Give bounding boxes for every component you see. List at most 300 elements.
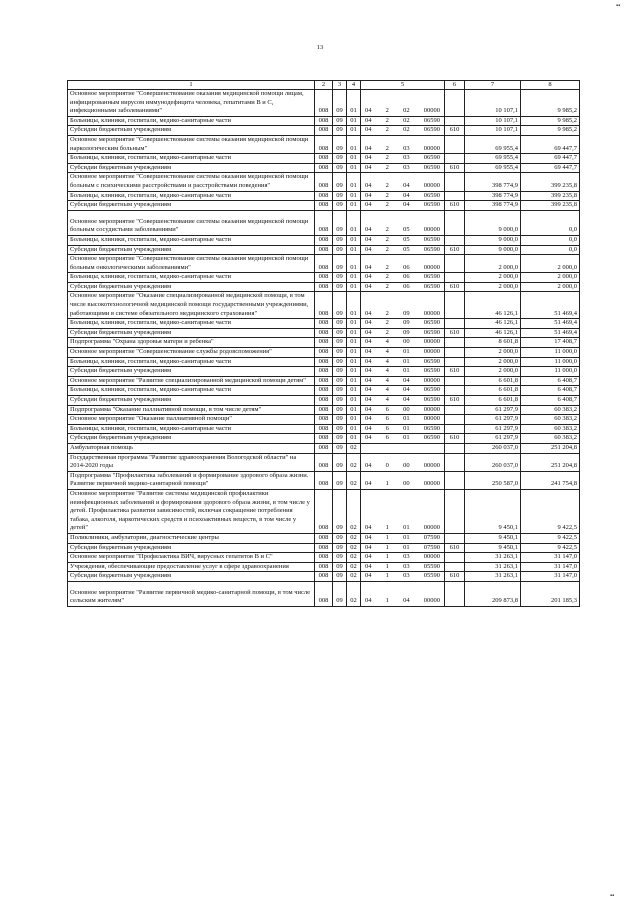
subsection-code-cell: 02 bbox=[347, 543, 361, 553]
ministry-code-cell: 008 bbox=[315, 235, 333, 245]
amount-col8-cell: 251 204,8 bbox=[521, 453, 580, 471]
activity-code: 06 bbox=[403, 263, 410, 271]
subsection-code-cell: 02 bbox=[347, 453, 361, 471]
subprogram-code: 1 bbox=[385, 597, 389, 605]
expense-name-cell: Основное мероприятие "Совершенствование системы оказания медицинской помощи больным с психическими расстройствами и расстройствами поведения" bbox=[68, 173, 315, 191]
amount-col7-cell: 31 263,1 bbox=[465, 572, 521, 582]
direction-code: 00000 bbox=[423, 309, 440, 317]
section-code-cell: 09 bbox=[333, 367, 347, 377]
table-row bbox=[68, 154, 580, 164]
subsection-code-cell: 01 bbox=[347, 255, 361, 273]
subsection-code-cell: 01 bbox=[347, 292, 361, 319]
section-code-cell: 09 bbox=[333, 562, 347, 572]
subsection-code-cell: 02 bbox=[347, 471, 361, 489]
program-code: 04 bbox=[365, 524, 372, 532]
expense-type-cell bbox=[445, 273, 465, 283]
table-row bbox=[68, 396, 580, 406]
program-code: 04 bbox=[365, 181, 372, 189]
section-code-cell: 09 bbox=[333, 173, 347, 191]
subprogram-code: 2 bbox=[385, 245, 389, 253]
section-code-cell: 09 bbox=[333, 553, 347, 563]
amount-col8-cell: 51 469,4 bbox=[521, 292, 580, 319]
header-cell: 3 bbox=[333, 81, 347, 90]
expense-type-cell bbox=[445, 319, 465, 329]
subsection-code-cell: 01 bbox=[347, 90, 361, 117]
direction-code: 06590 bbox=[423, 154, 440, 162]
amount-col8-cell: 31 147,0 bbox=[521, 553, 580, 563]
activity-code: 06 bbox=[403, 273, 410, 281]
expense-type-cell bbox=[445, 471, 465, 489]
activity-code: 06 bbox=[403, 282, 410, 290]
activity-code: 09 bbox=[403, 328, 410, 336]
target-article-cell bbox=[361, 173, 445, 191]
expense-type-cell: 610 bbox=[445, 201, 465, 211]
activity-code: 01 bbox=[403, 424, 410, 432]
expense-name-cell: Подпрограмма "Профилактика заболеваний и формирование здорового образа жизни. Развитие первичной медико-санитарной помощи" bbox=[68, 471, 315, 489]
program-code: 04 bbox=[365, 480, 372, 488]
ministry-code-cell: 008 bbox=[315, 443, 333, 453]
activity-code: 09 bbox=[403, 309, 410, 317]
expense-type-cell bbox=[445, 116, 465, 126]
target-article-cell bbox=[361, 235, 445, 245]
direction-code: 06590 bbox=[423, 282, 440, 290]
amount-col8-cell: 399 235,8 bbox=[521, 173, 580, 191]
amount-col8-cell: 2 000,0 bbox=[521, 282, 580, 292]
table-row bbox=[68, 163, 580, 173]
header-cell: 4 bbox=[347, 81, 361, 90]
target-article-cell bbox=[361, 154, 445, 164]
target-article-cell bbox=[361, 90, 445, 117]
program-code: 04 bbox=[365, 543, 372, 551]
expense-name-cell: Амбулаторная помощь bbox=[68, 443, 315, 453]
ministry-code-cell: 008 bbox=[315, 424, 333, 434]
expense-name-cell: Субсидии бюджетным учреждениям bbox=[68, 126, 315, 136]
expense-type-cell: 610 bbox=[445, 328, 465, 338]
direction-code: 00000 bbox=[423, 263, 440, 271]
direction-code: 06590 bbox=[423, 126, 440, 134]
program-code: 04 bbox=[365, 309, 372, 317]
direction-code: 00000 bbox=[423, 338, 440, 346]
expense-type-cell bbox=[445, 386, 465, 396]
section-code-cell: 09 bbox=[333, 235, 347, 245]
ministry-code-cell: 008 bbox=[315, 562, 333, 572]
ministry-code-cell: 008 bbox=[315, 191, 333, 201]
target-article-cell bbox=[361, 328, 445, 338]
subprogram-code: 2 bbox=[385, 282, 389, 290]
header-cell: 7 bbox=[465, 81, 521, 90]
amount-col7-cell: 69 955,4 bbox=[465, 154, 521, 164]
target-article-cell bbox=[361, 443, 445, 453]
amount-col8-cell: 241 754,8 bbox=[521, 471, 580, 489]
expense-type-cell: 610 bbox=[445, 126, 465, 136]
amount-col8-cell: 9 985,2 bbox=[521, 116, 580, 126]
table-row bbox=[68, 126, 580, 136]
table-row bbox=[68, 255, 580, 273]
ministry-code-cell: 008 bbox=[315, 572, 333, 582]
amount-col7-cell: 46 126,1 bbox=[465, 319, 521, 329]
section-code-cell: 09 bbox=[333, 489, 347, 533]
amount-col8-cell: 69 447,7 bbox=[521, 135, 580, 153]
ministry-code-cell: 008 bbox=[315, 201, 333, 211]
direction-code: 06590 bbox=[423, 434, 440, 442]
table-row bbox=[68, 415, 580, 425]
subprogram-code: 2 bbox=[385, 319, 389, 327]
subprogram-code: 2 bbox=[385, 235, 389, 243]
activity-code: 02 bbox=[403, 126, 410, 134]
subsection-code-cell: 01 bbox=[347, 163, 361, 173]
program-code: 04 bbox=[365, 462, 372, 470]
target-article-cell bbox=[361, 348, 445, 358]
table-row bbox=[68, 90, 580, 117]
target-article-cell bbox=[361, 191, 445, 201]
subsection-code-cell: 02 bbox=[347, 581, 361, 606]
expense-type-cell bbox=[445, 581, 465, 606]
ministry-code-cell: 008 bbox=[315, 357, 333, 367]
activity-code: 03 bbox=[403, 572, 410, 580]
ministry-code-cell: 008 bbox=[315, 489, 333, 533]
amount-col8-cell: 11 000,0 bbox=[521, 348, 580, 358]
page-number: 13 bbox=[316, 44, 324, 51]
section-code-cell: 09 bbox=[333, 201, 347, 211]
ministry-code-cell: 008 bbox=[315, 173, 333, 191]
expense-name-cell: Субсидии бюджетным учреждениям bbox=[68, 282, 315, 292]
subsection-code-cell: 01 bbox=[347, 434, 361, 444]
direction-code: 00000 bbox=[423, 226, 440, 234]
subprogram-code: 2 bbox=[385, 107, 389, 115]
table-row bbox=[68, 533, 580, 543]
target-article-cell bbox=[361, 553, 445, 563]
subprogram-code: 1 bbox=[385, 553, 389, 561]
target-article-cell bbox=[361, 163, 445, 173]
amount-col7-cell: 6 601,8 bbox=[465, 386, 521, 396]
subprogram-code: 2 bbox=[385, 163, 389, 171]
program-code: 04 bbox=[365, 319, 372, 327]
target-article-cell bbox=[361, 424, 445, 434]
ministry-code-cell: 008 bbox=[315, 471, 333, 489]
target-article-cell bbox=[361, 210, 445, 235]
ministry-code-cell: 008 bbox=[315, 116, 333, 126]
amount-col8-cell: 60 383,2 bbox=[521, 405, 580, 415]
expense-name-cell: Основное мероприятие "Совершенствование системы оказания медицинской помощи больным онкологическими заболеваниями" bbox=[68, 255, 315, 273]
table-row bbox=[68, 210, 580, 235]
ministry-code-cell: 008 bbox=[315, 367, 333, 377]
subprogram-code: 4 bbox=[385, 348, 389, 356]
expense-name-cell: Основное мероприятие "Развитие первичной медико-санитарной помощи, в том числе сельским жителям" bbox=[68, 581, 315, 606]
activity-code: 01 bbox=[403, 524, 410, 532]
amount-col7-cell: 31 263,1 bbox=[465, 562, 521, 572]
table-row bbox=[68, 135, 580, 153]
subsection-code-cell: 01 bbox=[347, 357, 361, 367]
subsection-code-cell: 01 bbox=[347, 328, 361, 338]
amount-col8-cell: 60 383,2 bbox=[521, 424, 580, 434]
table-row bbox=[68, 357, 580, 367]
section-code-cell: 09 bbox=[333, 210, 347, 235]
subsection-code-cell: 01 bbox=[347, 338, 361, 348]
ministry-code-cell: 008 bbox=[315, 533, 333, 543]
program-code: 04 bbox=[365, 434, 372, 442]
amount-col7-cell: 61 297,9 bbox=[465, 415, 521, 425]
program-code: 04 bbox=[365, 144, 372, 152]
table-row bbox=[68, 338, 580, 348]
table-row bbox=[68, 282, 580, 292]
subsection-code-cell: 01 bbox=[347, 396, 361, 406]
target-article-cell bbox=[361, 572, 445, 582]
ministry-code-cell: 008 bbox=[315, 338, 333, 348]
activity-code: 04 bbox=[403, 201, 410, 209]
table-body bbox=[68, 90, 580, 607]
subsection-code-cell: 01 bbox=[347, 386, 361, 396]
program-code: 04 bbox=[365, 107, 372, 115]
direction-code: 00000 bbox=[423, 597, 440, 605]
ministry-code-cell: 008 bbox=[315, 154, 333, 164]
header-cell: 5 bbox=[361, 81, 445, 90]
header-cell: 2 bbox=[315, 81, 333, 90]
expense-type-cell: 610 bbox=[445, 367, 465, 377]
subprogram-code: 1 bbox=[385, 543, 389, 551]
amount-col8-cell: 69 447,7 bbox=[521, 154, 580, 164]
ministry-code-cell: 008 bbox=[315, 434, 333, 444]
expense-name-cell: Больницы, клиники, госпитали, медико-санитарные части bbox=[68, 191, 315, 201]
ministry-code-cell: 008 bbox=[315, 245, 333, 255]
subsection-code-cell: 02 bbox=[347, 572, 361, 582]
corner-mark-bottom: ▪▪ bbox=[610, 893, 615, 899]
subsection-code-cell: 01 bbox=[347, 319, 361, 329]
amount-col7-cell: 61 297,9 bbox=[465, 434, 521, 444]
subprogram-code: 2 bbox=[385, 116, 389, 124]
amount-col7-cell: 8 601,8 bbox=[465, 338, 521, 348]
expense-name-cell: Основное мероприятие "Совершенствование системы оказания медицинской помощи больным сосудистыми заболеваниями" bbox=[68, 210, 315, 235]
amount-col8-cell: 51 469,4 bbox=[521, 328, 580, 338]
amount-col7-cell: 61 297,9 bbox=[465, 424, 521, 434]
section-code-cell: 09 bbox=[333, 424, 347, 434]
expense-name-cell: Основное мероприятие "Совершенствование оказания медицинской помощи лицам, инфицированным вирусом иммунодефицита человека, гепатитами В и С, инфекционными заболеваниями" bbox=[68, 90, 315, 117]
expense-name-cell: Субсидии бюджетным учреждениям bbox=[68, 163, 315, 173]
subprogram-code: 0 bbox=[385, 462, 389, 470]
subsection-code-cell: 01 bbox=[347, 210, 361, 235]
section-code-cell: 09 bbox=[333, 90, 347, 117]
amount-col8-cell: 9 422,5 bbox=[521, 489, 580, 533]
program-code: 04 bbox=[365, 597, 372, 605]
subsection-code-cell: 01 bbox=[347, 135, 361, 153]
expense-name-cell: Подпрограмма "Охрана здоровья матери и ребенка" bbox=[68, 338, 315, 348]
subprogram-code: 6 bbox=[385, 424, 389, 432]
target-article-cell bbox=[361, 319, 445, 329]
direction-code: 06590 bbox=[423, 245, 440, 253]
amount-col7-cell: 46 126,1 bbox=[465, 328, 521, 338]
subprogram-code: 1 bbox=[385, 533, 389, 541]
activity-code: 01 bbox=[403, 357, 410, 365]
subprogram-code: 2 bbox=[385, 309, 389, 317]
section-code-cell: 09 bbox=[333, 348, 347, 358]
activity-code: 02 bbox=[403, 107, 410, 115]
section-code-cell: 09 bbox=[333, 443, 347, 453]
expense-type-cell bbox=[445, 415, 465, 425]
expense-type-cell: 610 bbox=[445, 396, 465, 406]
program-code: 04 bbox=[365, 533, 372, 541]
expense-name-cell: Субсидии бюджетным учреждениям bbox=[68, 543, 315, 553]
section-code-cell: 09 bbox=[333, 533, 347, 543]
subprogram-code: 2 bbox=[385, 226, 389, 234]
expense-type-cell bbox=[445, 562, 465, 572]
expense-type-cell bbox=[445, 191, 465, 201]
program-code: 04 bbox=[365, 562, 372, 570]
expense-type-cell bbox=[445, 357, 465, 367]
section-code-cell: 09 bbox=[333, 126, 347, 136]
expense-name-cell: Основное мероприятие "Совершенствование службы родовспоможения" bbox=[68, 348, 315, 358]
section-code-cell: 09 bbox=[333, 396, 347, 406]
table-row bbox=[68, 191, 580, 201]
table-row bbox=[68, 376, 580, 386]
program-code: 04 bbox=[365, 245, 372, 253]
direction-code: 06590 bbox=[423, 386, 440, 394]
amount-col7-cell: 2 000,0 bbox=[465, 282, 521, 292]
section-code-cell: 09 bbox=[333, 135, 347, 153]
activity-code: 04 bbox=[403, 376, 410, 384]
section-code-cell: 09 bbox=[333, 376, 347, 386]
subsection-code-cell: 01 bbox=[347, 116, 361, 126]
target-article-cell bbox=[361, 386, 445, 396]
target-article-cell bbox=[361, 562, 445, 572]
expense-type-cell bbox=[445, 338, 465, 348]
expense-type-cell bbox=[445, 255, 465, 273]
amount-col7-cell: 69 955,4 bbox=[465, 135, 521, 153]
activity-code: 05 bbox=[403, 235, 410, 243]
section-code-cell: 09 bbox=[333, 163, 347, 173]
amount-col7-cell: 46 126,1 bbox=[465, 292, 521, 319]
subsection-code-cell: 01 bbox=[347, 405, 361, 415]
program-code: 04 bbox=[365, 357, 372, 365]
ministry-code-cell: 008 bbox=[315, 348, 333, 358]
direction-code: 05590 bbox=[423, 572, 440, 580]
amount-col8-cell: 31 147,0 bbox=[521, 562, 580, 572]
header-cell: 1 bbox=[68, 81, 315, 90]
activity-code: 01 bbox=[403, 367, 410, 375]
subsection-code-cell: 01 bbox=[347, 245, 361, 255]
expense-type-cell bbox=[445, 292, 465, 319]
table-row bbox=[68, 292, 580, 319]
section-code-cell: 09 bbox=[333, 319, 347, 329]
table-row bbox=[68, 572, 580, 582]
amount-col8-cell: 0,0 bbox=[521, 245, 580, 255]
expense-type-cell bbox=[445, 533, 465, 543]
amount-col7-cell: 260 037,0 bbox=[465, 443, 521, 453]
section-code-cell: 09 bbox=[333, 116, 347, 126]
ministry-code-cell: 008 bbox=[315, 292, 333, 319]
program-code: 04 bbox=[365, 263, 372, 271]
section-code-cell: 09 bbox=[333, 154, 347, 164]
activity-code: 00 bbox=[403, 480, 410, 488]
target-article-cell bbox=[361, 273, 445, 283]
amount-col7-cell: 9 000,0 bbox=[465, 245, 521, 255]
table-row bbox=[68, 116, 580, 126]
ministry-code-cell: 008 bbox=[315, 543, 333, 553]
expense-type-cell: 610 bbox=[445, 245, 465, 255]
amount-col7-cell: 69 955,4 bbox=[465, 163, 521, 173]
program-code: 04 bbox=[365, 282, 372, 290]
direction-code: 06590 bbox=[423, 319, 440, 327]
direction-code: 06590 bbox=[423, 367, 440, 375]
direction-code: 06590 bbox=[423, 116, 440, 124]
expense-name-cell: Государственная программа "Развитие здравоохранения Вологодской области" на 2014-2020 годы bbox=[68, 453, 315, 471]
expense-name-cell: Субсидии бюджетным учреждениям bbox=[68, 434, 315, 444]
target-article-cell bbox=[361, 396, 445, 406]
subsection-code-cell: 02 bbox=[347, 533, 361, 543]
section-code-cell: 09 bbox=[333, 282, 347, 292]
section-code-cell: 09 bbox=[333, 292, 347, 319]
table-row bbox=[68, 489, 580, 533]
direction-code: 06590 bbox=[423, 163, 440, 171]
amount-col7-cell: 61 297,9 bbox=[465, 405, 521, 415]
subsection-code-cell: 01 bbox=[347, 191, 361, 201]
subprogram-code: 4 bbox=[385, 376, 389, 384]
amount-col7-cell: 398 774,9 bbox=[465, 173, 521, 191]
direction-code: 07590 bbox=[423, 543, 440, 551]
table-row bbox=[68, 273, 580, 283]
ministry-code-cell: 008 bbox=[315, 163, 333, 173]
program-code: 04 bbox=[365, 415, 372, 423]
subsection-code-cell: 02 bbox=[347, 443, 361, 453]
ministry-code-cell: 008 bbox=[315, 386, 333, 396]
target-article-cell bbox=[361, 376, 445, 386]
activity-code: 01 bbox=[403, 543, 410, 551]
amount-col7-cell: 31 263,1 bbox=[465, 553, 521, 563]
amount-col7-cell: 2 000,0 bbox=[465, 255, 521, 273]
target-article-cell bbox=[361, 245, 445, 255]
program-code: 04 bbox=[365, 226, 372, 234]
subprogram-code: 2 bbox=[385, 126, 389, 134]
program-code: 04 bbox=[365, 126, 372, 134]
expense-type-cell bbox=[445, 553, 465, 563]
amount-col7-cell: 2 000,0 bbox=[465, 273, 521, 283]
header-row bbox=[68, 81, 580, 90]
table-row bbox=[68, 235, 580, 245]
amount-col7-cell: 10 107,1 bbox=[465, 126, 521, 136]
subprogram-code: 1 bbox=[385, 480, 389, 488]
ministry-code-cell: 008 bbox=[315, 553, 333, 563]
section-code-cell: 09 bbox=[333, 471, 347, 489]
activity-code: 01 bbox=[403, 434, 410, 442]
target-article-cell bbox=[361, 543, 445, 553]
program-code: 04 bbox=[365, 116, 372, 124]
section-code-cell: 09 bbox=[333, 543, 347, 553]
direction-code: 00000 bbox=[423, 144, 440, 152]
expense-name-cell: Поликлиники, амбулатории, диагностические центры bbox=[68, 533, 315, 543]
activity-code: 00 bbox=[403, 405, 410, 413]
expense-type-cell: 610 bbox=[445, 163, 465, 173]
program-code: 04 bbox=[365, 273, 372, 281]
amount-col7-cell: 6 601,8 bbox=[465, 396, 521, 406]
activity-code: 03 bbox=[403, 144, 410, 152]
subprogram-code: 2 bbox=[385, 273, 389, 281]
subprogram-code: 1 bbox=[385, 572, 389, 580]
subprogram-code: 4 bbox=[385, 338, 389, 346]
table-row bbox=[68, 328, 580, 338]
subprogram-code: 2 bbox=[385, 263, 389, 271]
target-article-cell bbox=[361, 338, 445, 348]
target-article-cell bbox=[361, 255, 445, 273]
expense-type-cell: 610 bbox=[445, 543, 465, 553]
expense-name-cell: Основное мероприятие "Оказание паллиативной помощи" bbox=[68, 415, 315, 425]
target-article-cell bbox=[361, 116, 445, 126]
activity-code: 01 bbox=[403, 533, 410, 541]
expense-name-cell: Субсидии бюджетным учреждениям bbox=[68, 396, 315, 406]
amount-col7-cell: 10 107,1 bbox=[465, 116, 521, 126]
program-code: 04 bbox=[365, 405, 372, 413]
subprogram-code: 2 bbox=[385, 201, 389, 209]
budget-table bbox=[67, 80, 580, 607]
amount-col8-cell: 201 185,3 bbox=[521, 581, 580, 606]
section-code-cell: 09 bbox=[333, 405, 347, 415]
